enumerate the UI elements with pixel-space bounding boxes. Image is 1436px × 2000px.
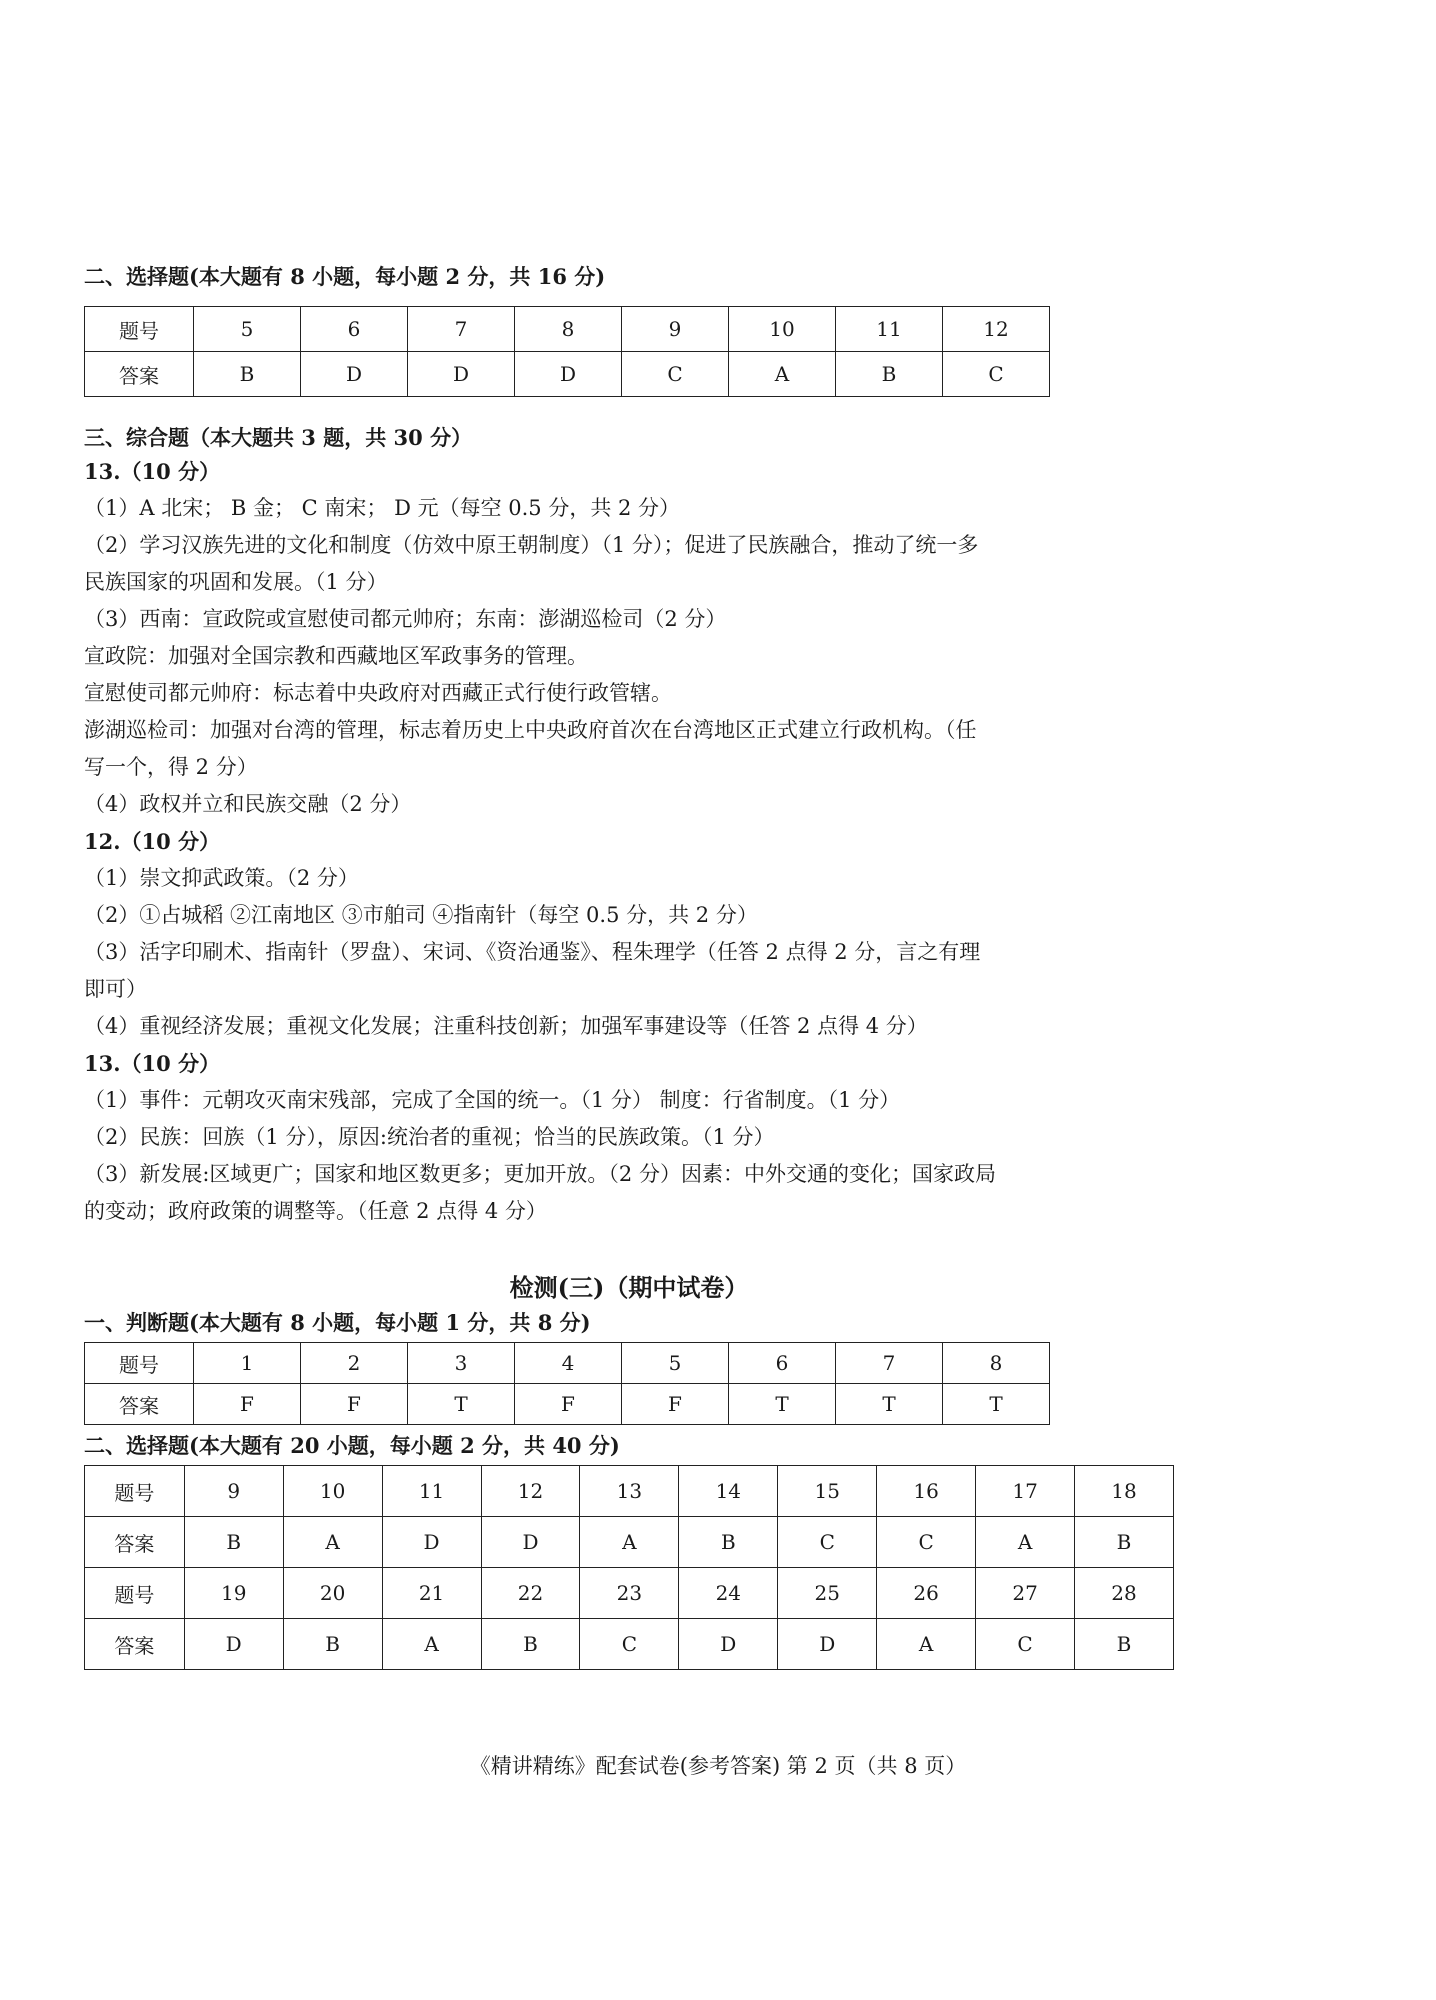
table-row xyxy=(85,307,1050,352)
table-cell: A xyxy=(729,352,836,397)
table-cell: D xyxy=(515,352,622,397)
table-cell: 8 xyxy=(943,1343,1050,1384)
table-cell: 25 xyxy=(778,1568,877,1619)
answer-line: 写一个，得 2 分） xyxy=(84,755,258,779)
table-cell: B xyxy=(194,352,301,397)
row-header-cell: 答案 xyxy=(85,1517,185,1568)
table-cell: B xyxy=(184,1517,283,1568)
table-cell: C xyxy=(976,1619,1075,1670)
table-cell: F xyxy=(301,1384,408,1425)
table-cell: A xyxy=(877,1619,976,1670)
answer-line: 宣慰使司都元帅府：标志着中央政府对西藏正式行使行政管辖。 xyxy=(84,681,672,705)
table-cell: 1 xyxy=(194,1343,301,1384)
table-cell: 12 xyxy=(943,307,1050,352)
table-cell: 9 xyxy=(622,307,729,352)
table-cell: C xyxy=(778,1517,877,1568)
table-cell: 3 xyxy=(408,1343,515,1384)
table-cell: T xyxy=(729,1384,836,1425)
table-cell: D xyxy=(301,352,408,397)
table-cell: B xyxy=(481,1619,580,1670)
table-cell: 26 xyxy=(877,1568,976,1619)
row-header-cell: 答案 xyxy=(85,352,194,397)
table-cell: 11 xyxy=(382,1466,481,1517)
table-cell: 6 xyxy=(729,1343,836,1384)
row-header-cell: 答案 xyxy=(85,1384,194,1425)
answer-line: （3）新发展:区域更广；国家和地区数更多；更加开放。（2 分）因素：中外交通的变化；国家政局 xyxy=(84,1162,996,1186)
table-cell: 24 xyxy=(679,1568,778,1619)
table-row xyxy=(85,1384,1050,1425)
page-footer: 《精讲精练》配套试卷(参考答案) 第 2 页（共 8 页） xyxy=(469,1754,967,1778)
table-cell: D xyxy=(382,1517,481,1568)
table-cell: 10 xyxy=(283,1466,382,1517)
table-row xyxy=(85,1343,1050,1384)
table-cell: C xyxy=(580,1619,679,1670)
table-cell: C xyxy=(943,352,1050,397)
answer-line: 即可） xyxy=(84,977,147,1001)
table-row xyxy=(85,1466,1174,1517)
row-header-cell: 题号 xyxy=(85,1466,185,1517)
table-cell: A xyxy=(283,1517,382,1568)
judge-title: 一、判断题(本大题有 8 小题，每小题 1 分，共 8 分) xyxy=(84,1310,591,1335)
table-cell: 8 xyxy=(515,307,622,352)
table-row xyxy=(85,1517,1174,1568)
table-cell: B xyxy=(283,1619,382,1670)
table-cell: D xyxy=(481,1517,580,1568)
test3-title: 检测(三)（期中试卷） xyxy=(509,1273,749,1302)
table-cell: 10 xyxy=(729,307,836,352)
table-cell: A xyxy=(382,1619,481,1670)
answer-line: （4）政权并立和民族交融（2 分） xyxy=(84,792,412,816)
table-cell: 5 xyxy=(622,1343,729,1384)
table-cell: 7 xyxy=(408,307,515,352)
table-cell: D xyxy=(184,1619,283,1670)
table-cell: 14 xyxy=(679,1466,778,1517)
table-cell: F xyxy=(194,1384,301,1425)
table-cell: 23 xyxy=(580,1568,679,1619)
table-cell: T xyxy=(943,1384,1050,1425)
answer-line: 13.（10 分） xyxy=(84,1051,221,1076)
table-cell: 12 xyxy=(481,1466,580,1517)
answer-line: （4）重视经济发展；重视文化发展；注重科技创新；加强军事建设等（任答 2 点得 4 分） xyxy=(84,1014,928,1038)
table-cell: T xyxy=(836,1384,943,1425)
table-row xyxy=(85,352,1050,397)
table-cell: 20 xyxy=(283,1568,382,1619)
section2-answer-table xyxy=(84,306,1050,397)
answer-line: （1）崇文抑武政策。（2 分） xyxy=(84,866,359,890)
answer-line: （2）民族：回族（1 分），原因:统治者的重视；恰当的民族政策。（1 分） xyxy=(84,1125,775,1149)
row-header-cell: 答案 xyxy=(85,1619,185,1670)
table-cell: B xyxy=(679,1517,778,1568)
table-cell: 18 xyxy=(1075,1466,1174,1517)
table-cell: F xyxy=(515,1384,622,1425)
row-header-cell: 题号 xyxy=(85,307,194,352)
table-cell: B xyxy=(1075,1517,1174,1568)
answer-line: （2）学习汉族先进的文化和制度（仿效中原王朝制度）（1 分）；促进了民族融合，推动了统一多 xyxy=(84,533,979,557)
table-cell: 15 xyxy=(778,1466,877,1517)
table-cell: B xyxy=(836,352,943,397)
table-cell: C xyxy=(877,1517,976,1568)
row-header-cell: 题号 xyxy=(85,1343,194,1384)
choice-answer-table xyxy=(84,1465,1174,1670)
answer-line: （3）活字印刷术、指南针（罗盘）、宋词、《资治通鉴》、程朱理学（任答 2 点得 2 分，言之有理 xyxy=(84,940,981,964)
answer-line: 的变动；政府政策的调整等。（任意 2 点得 4 分） xyxy=(84,1199,547,1223)
answer-line: （3）西南：宣政院或宣慰使司都元帅府；东南：澎湖巡检司（2 分） xyxy=(84,607,727,631)
table-cell: 27 xyxy=(976,1568,1075,1619)
answer-line: 澎湖巡检司：加强对台湾的管理，标志着历史上中央政府首次在台湾地区正式建立行政机构。（任 xyxy=(84,718,977,742)
row-header-cell: 题号 xyxy=(85,1568,185,1619)
table-cell: 28 xyxy=(1075,1568,1174,1619)
table-cell: B xyxy=(1075,1619,1174,1670)
table-cell: 21 xyxy=(382,1568,481,1619)
table-cell: 9 xyxy=(184,1466,283,1517)
table-cell: 13 xyxy=(580,1466,679,1517)
table-row xyxy=(85,1568,1174,1619)
table-cell: 5 xyxy=(194,307,301,352)
table-cell: D xyxy=(408,352,515,397)
table-cell: A xyxy=(976,1517,1075,1568)
section2-title: 二、选择题(本大题有 8 小题，每小题 2 分，共 16 分) xyxy=(84,264,606,289)
section3-title: 三、综合题（本大题共 3 题，共 30 分） xyxy=(84,425,473,450)
table-cell: T xyxy=(408,1384,515,1425)
table-row xyxy=(85,1619,1174,1670)
table-cell: 16 xyxy=(877,1466,976,1517)
table-cell: 6 xyxy=(301,307,408,352)
answer-line: （1）A 北宋； B 金； C 南宋； D 元（每空 0.5 分，共 2 分） xyxy=(84,496,681,520)
judge-answer-table xyxy=(84,1342,1050,1425)
answer-line: （2）①占城稻 ②江南地区 ③市舶司 ④指南针（每空 0.5 分，共 2 分） xyxy=(84,903,758,927)
table-cell: 22 xyxy=(481,1568,580,1619)
answer-page xyxy=(84,262,1174,1670)
table-cell: 19 xyxy=(184,1568,283,1619)
table-cell: 11 xyxy=(836,307,943,352)
answer-line: 13.（10 分） xyxy=(84,459,221,484)
table-cell: D xyxy=(679,1619,778,1670)
table-cell: C xyxy=(622,352,729,397)
table-cell: A xyxy=(580,1517,679,1568)
answer-line: 12.（10 分） xyxy=(84,829,221,854)
table-cell: D xyxy=(778,1619,877,1670)
choice-title: 二、选择题(本大题有 20 小题，每小题 2 分，共 40 分) xyxy=(84,1433,620,1458)
table-cell: 2 xyxy=(301,1343,408,1384)
table-cell: 4 xyxy=(515,1343,622,1384)
section3-answers xyxy=(84,453,1174,1230)
answer-line: 民族国家的巩固和发展。（1 分） xyxy=(84,570,388,594)
answer-line: 宣政院：加强对全国宗教和西藏地区军政事务的管理。 xyxy=(84,644,588,668)
answer-line: （1）事件：元朝攻灭南宋残部，完成了全国的统一。（1 分） 制度：行省制度。（1 分） xyxy=(84,1088,901,1112)
table-cell: 17 xyxy=(976,1466,1075,1517)
table-cell: 7 xyxy=(836,1343,943,1384)
table-cell: F xyxy=(622,1384,729,1425)
